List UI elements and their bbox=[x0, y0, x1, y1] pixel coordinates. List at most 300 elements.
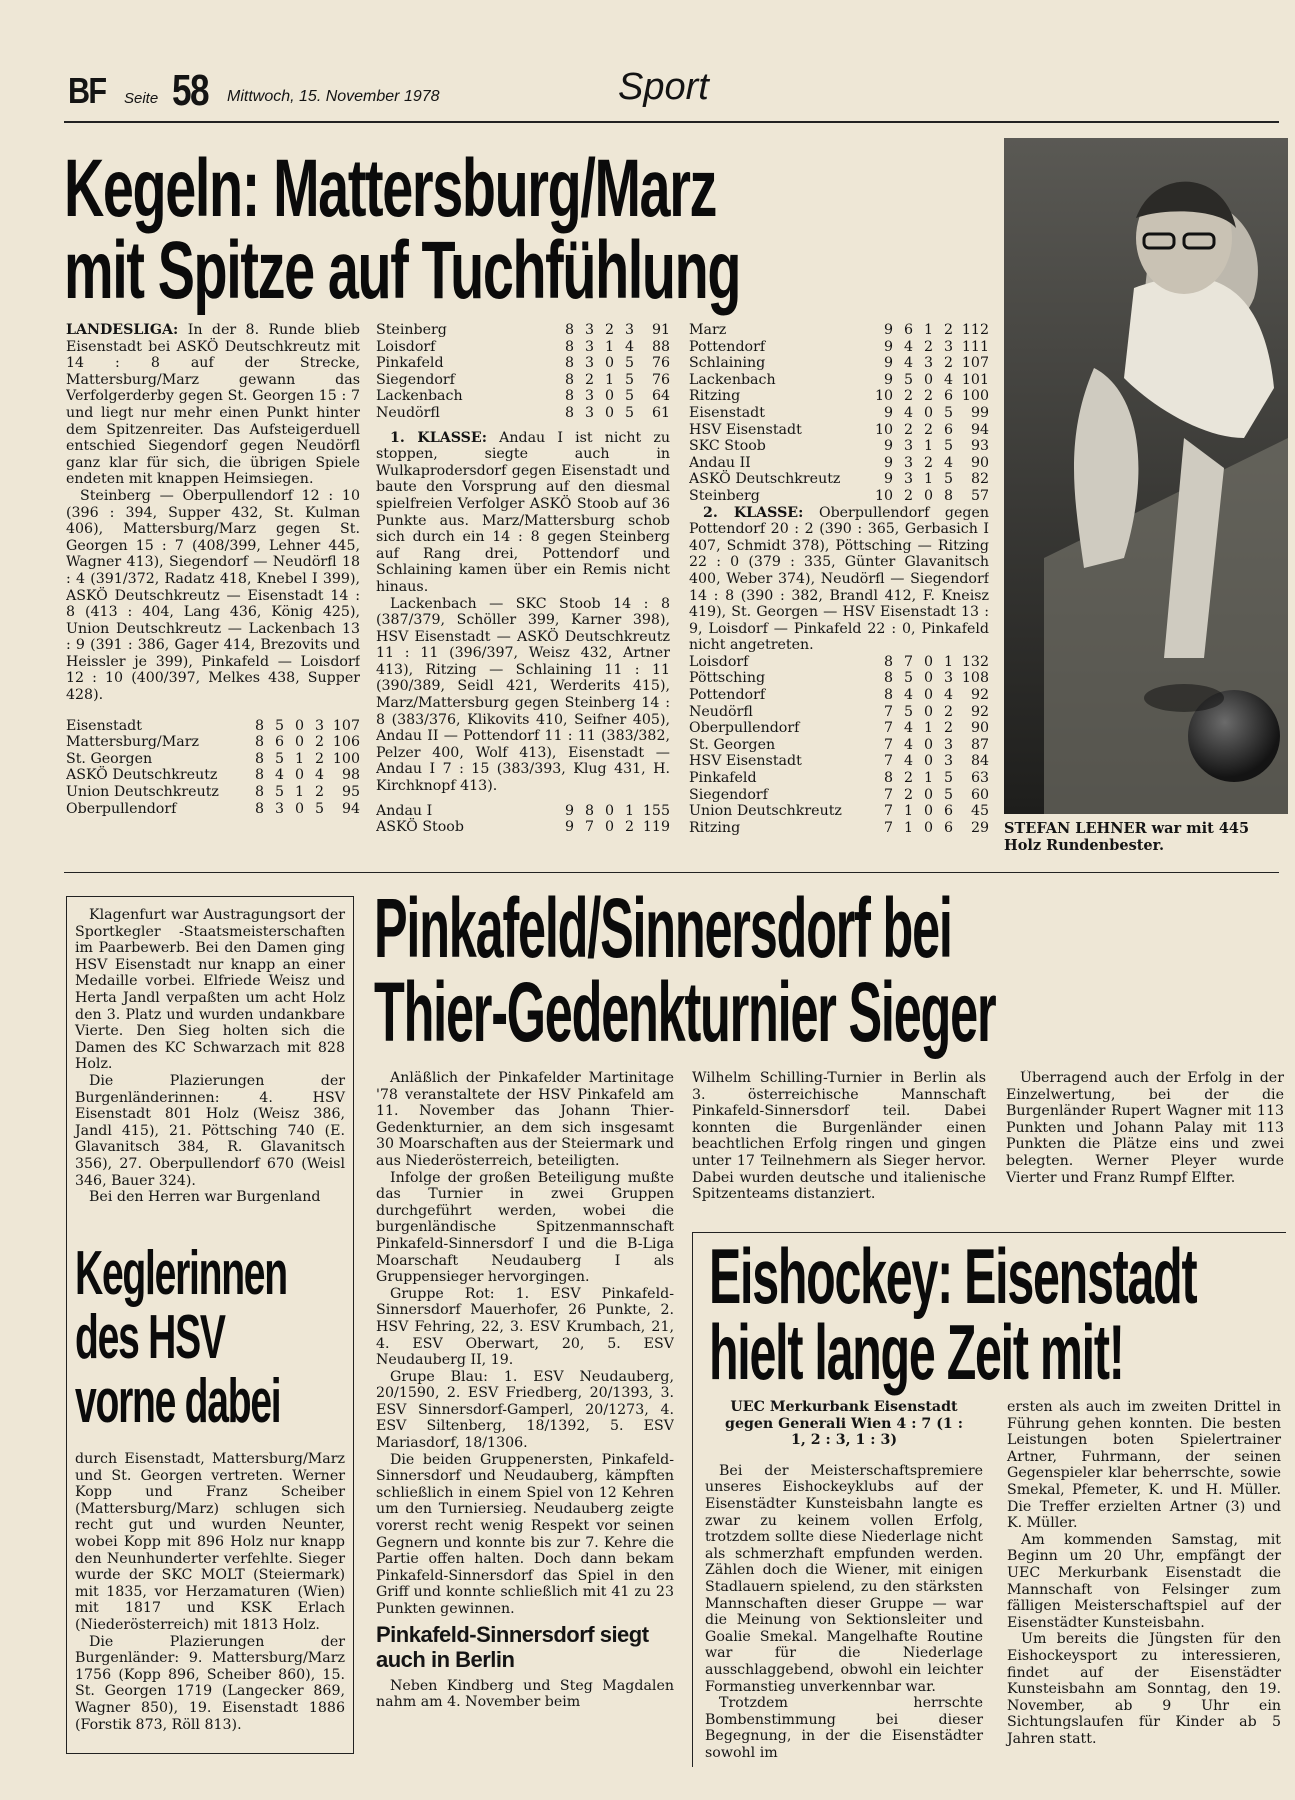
pinkafeld-paragraph-6: Neben Kindberg und Steg Magdalen nahm am 4. November beim bbox=[376, 1677, 674, 1711]
team-name: HSV Eisenstadt bbox=[689, 753, 802, 770]
points: 107 bbox=[332, 717, 360, 734]
stat-value: 2 bbox=[624, 819, 634, 836]
team-name: ASKÖ Deutschkreutz bbox=[66, 767, 218, 784]
klasse1-column bbox=[376, 322, 670, 862]
klasse1-lead: 1. KLASSE: bbox=[390, 429, 487, 446]
stat-value: 7 bbox=[903, 653, 913, 670]
stat-value: 2 bbox=[943, 703, 953, 720]
stat-value: 1 bbox=[903, 803, 913, 820]
team-name: Pöttsching bbox=[689, 670, 766, 687]
stat-value: 3 bbox=[903, 454, 913, 471]
team-name: Mattersburg/Marz bbox=[66, 734, 199, 751]
points: 61 bbox=[651, 404, 670, 421]
stat-value: 8 bbox=[943, 487, 953, 504]
standings-row bbox=[689, 455, 989, 472]
stat-value: 2 bbox=[584, 371, 594, 388]
points: 88 bbox=[651, 338, 670, 355]
stat-value: 7 bbox=[883, 819, 893, 836]
pinkafeld-paragraph-2: Infolge der großen Beteiligung mußte das Turnier in zwei Gruppen durchgeführt werden, wobei die burgenländische Spitzenmannschaft Pinkafeld-Sinnersdorf I und die B-Liga Moarschaft Neudauberg I als Gruppensieger hervorgingen. bbox=[376, 1169, 674, 1286]
team-name: SKC Stoob bbox=[689, 438, 766, 455]
stat-value: 9 bbox=[883, 338, 893, 355]
pinkafeld-headline bbox=[374, 886, 1284, 1062]
stat-value: 4 bbox=[903, 736, 913, 753]
eishockey-paragraph-2: Trotzdem herrschte Bombenstimmung bei dieser Begegnung, in der die Eisenstädter sowohl im bbox=[705, 1695, 983, 1761]
article-divider bbox=[64, 872, 1279, 873]
stat-value: 3 bbox=[584, 404, 594, 421]
team-name: Siegendorf bbox=[689, 786, 768, 803]
stat-value: 5 bbox=[274, 750, 284, 767]
eishockey-paragraph-3: ersten als auch im zweiten Drittel in Führung gehen konnten. Die besten Leistungen boten Spielertrainer Artner, Fuhrmann, der seinen Gegenspieler klar beherrschte, sowie Smekal, Pfemeter, K. und H. Müller. Die Treffer erzielten Artner (3) und K. Müller. bbox=[1007, 1399, 1281, 1532]
points: 132 bbox=[961, 653, 989, 670]
points: 101 bbox=[961, 371, 989, 388]
standings-row bbox=[689, 753, 989, 770]
landesliga-column bbox=[66, 322, 360, 862]
landesliga-standings-a bbox=[66, 718, 360, 818]
stat-value: 0 bbox=[294, 717, 304, 734]
stat-value: 0 bbox=[294, 800, 304, 817]
team-name: ASKÖ Deutschkreutz bbox=[689, 471, 841, 488]
bowler-illustration bbox=[1004, 138, 1288, 814]
stat-value: 0 bbox=[923, 371, 933, 388]
stat-value: 3 bbox=[584, 355, 594, 372]
kegeln-headline-line1: Kegeln: Mattersburg/Marz bbox=[64, 148, 717, 234]
sidebar-paragraph-2: Die Plazierungen der Burgenländerinnen: 4. HSV Eisenstadt 801 Holz (Weisz 386, Jandl 415), 21. Pöttsching 740 (E. Glavanitsch 384, R. Glavanitsch 356), 27. Oberpullendorf 670 (Weisl 346, Bauer 324). bbox=[75, 1072, 345, 1189]
landesliga-standings-b bbox=[376, 322, 670, 422]
standings-row bbox=[689, 720, 989, 737]
klasse1-standings-a bbox=[376, 803, 670, 836]
stat-value: 0 bbox=[923, 487, 933, 504]
points: 87 bbox=[970, 736, 989, 753]
stat-value: 9 bbox=[883, 471, 893, 488]
sidebar-headline-line3: vorne dabei bbox=[75, 1367, 281, 1436]
stat-value: 8 bbox=[564, 371, 574, 388]
stat-value: 8 bbox=[564, 338, 574, 355]
stat-value: 3 bbox=[943, 753, 953, 770]
landesliga-lead: LANDESLIGA: bbox=[66, 322, 179, 338]
pinkafeld-einzel-text: Überragend auch der Erfolg in der Einzelwertung, bei der die Burgenländer Rupert Wagner mit 113 Punkten und Johann Palay mit 113 Punkten die Plätze eins und zwei belegten. Werner Pleyer wurde Vierter und Franz Rumpf Elfter. bbox=[1006, 1070, 1284, 1186]
stat-value: 8 bbox=[883, 770, 893, 787]
klasse1-results: Lackenbach — SKC Stoob 14 : 8 (387/379, Schöller 399, Karner 398), HSV Eisenstadt — ASKÖ Deutschkreutz 11 : 11 (396/397, Weisz 432, Artner 413), Ritzing — Schlaining 11 : 11 (390/389, Seidl 421, Werderits 415), Marz/Mattersburg gegen Steinberg 14 : 8 (383/376, Klikovits 410, Seifner 405), Andau II — Pottendorf 11 : 11 (383/382, Pelzer 400, Wolf 413), Eisenstadt — Andau I 7 : 15 (383/393, Klug 431, H. Kirchknopf 413). bbox=[376, 595, 670, 795]
points: 98 bbox=[341, 767, 360, 784]
eishockey-paragraph-5: Um bereits die Jüngsten für den Eishockeysport zu interessieren, findet auf der Eisenstädter Kunsteisbahn am Sonntag, den 19. November, ab 9 Uhr ein Sichtungslaufen für Kinder ab 5 Jahren statt. bbox=[1007, 1631, 1281, 1747]
team-name: Steinberg bbox=[689, 487, 760, 504]
points: 84 bbox=[970, 753, 989, 770]
points: 76 bbox=[651, 371, 670, 388]
stat-value: 10 bbox=[874, 487, 893, 504]
standings-row bbox=[689, 322, 989, 339]
team-name: Marz bbox=[689, 322, 727, 338]
stat-value: 2 bbox=[903, 786, 913, 803]
stat-value: 1 bbox=[923, 720, 933, 737]
points: 63 bbox=[970, 770, 989, 787]
team-name: Pottendorf bbox=[689, 687, 766, 704]
team-name: Loisdorf bbox=[689, 653, 749, 670]
standings-row bbox=[66, 734, 360, 751]
landesliga-intro-text: In der 8. Runde blieb Eisenstadt bei ASKÖ Deutschkreutz mit 14 : 8 auf der Strecke, Mattersburg/Marz gewann das Verfolgerderby gegen St. Georgen 15 : 7 und liegt nur mehr einen Punkt hinter dem Spitzenreiter. Das Aufsteigerduell entschied Siegendorf gegen Neudörfl ganz klar für sich, die übrigen Spiele endeten mit knappen Heimsiegen. bbox=[66, 322, 360, 488]
standings-row bbox=[66, 801, 360, 818]
points: 112 bbox=[961, 322, 989, 338]
team-name: Lackenbach bbox=[689, 371, 776, 388]
standings-row bbox=[689, 737, 989, 754]
standings-row bbox=[689, 803, 989, 820]
points: 100 bbox=[961, 388, 989, 405]
stat-value: 8 bbox=[883, 687, 893, 704]
eishockey-headline bbox=[709, 1232, 1286, 1396]
stat-value: 1 bbox=[294, 750, 304, 767]
stat-value: 3 bbox=[584, 322, 594, 338]
points: 93 bbox=[970, 438, 989, 455]
stat-value: 4 bbox=[943, 687, 953, 704]
photo-caption-text: war mit 445 Holz Rundenbester. bbox=[1004, 820, 1250, 854]
stat-value: 4 bbox=[274, 767, 284, 784]
points: 107 bbox=[961, 355, 989, 372]
masthead bbox=[64, 66, 1274, 124]
stat-value: 10 bbox=[874, 388, 893, 405]
stat-value: 3 bbox=[903, 438, 913, 455]
stat-value: 1 bbox=[604, 371, 614, 388]
eishockey-column-1 bbox=[705, 1399, 983, 1761]
stat-value: 3 bbox=[314, 717, 324, 734]
stat-value: 9 bbox=[883, 404, 893, 421]
stat-value: 4 bbox=[903, 404, 913, 421]
stat-value: 5 bbox=[624, 388, 634, 405]
sidebar-headline bbox=[75, 1239, 345, 1443]
stat-value: 5 bbox=[943, 770, 953, 787]
team-name: Loisdorf bbox=[376, 338, 436, 355]
stat-value: 3 bbox=[943, 338, 953, 355]
pinkafeld-paragraph-5: Die beiden Gruppenersten, Pinkafeld-Sinnersdorf und Neudauberg, kämpften schließlich in einem Spiel von 12 Kehren um den Turniersieg. Neudauberg zeigte vorerst recht wenig Respekt vor seinen Gegnern und konnte bis zur 7. Kehre die Partie offen halten. Doch dann bekam Pinkafeld-Sinnersdorf das Spiel in den Griff und konnte schließlich mit 41 zu 23 Punkten gewinnen. bbox=[376, 1451, 674, 1617]
stat-value: 4 bbox=[943, 454, 953, 471]
eishockey-paragraph-1: Bei der Meisterschaftspremiere unseres Eishockeyklubs auf der Eisenstädter Kunsteisbahn langte es zwar zu keinem vollen Erfolg, trotzdem sollte diese Niederlage nicht als schmerzhaft empfunden werden. Zählen doch die Wiener, mit einigen Stadlauern spielend, zu den stärksten Mannschaften dieser Gruppe — war die Meinung von Sektionsleiter und Goalie Smekal. Mangelhafte Routine war für die Niederlage ausschlaggebend, obwohl ein leichter Formanstieg unverkennbar war. bbox=[705, 1462, 983, 1695]
kegeln-headline-line2: mit Spitze auf Tuchfühlung bbox=[64, 225, 741, 316]
stat-value: 8 bbox=[564, 404, 574, 421]
stat-value: 4 bbox=[903, 687, 913, 704]
standings-row bbox=[376, 339, 670, 356]
stat-value: 4 bbox=[943, 371, 953, 388]
stat-value: 5 bbox=[943, 404, 953, 421]
issue-date: Mittwoch, 15. November 1978 bbox=[227, 88, 440, 105]
standings-row bbox=[376, 819, 670, 836]
stat-value: 5 bbox=[314, 800, 324, 817]
points: 106 bbox=[332, 734, 360, 751]
stat-value: 2 bbox=[943, 322, 953, 338]
eishockey-box bbox=[692, 1232, 1286, 1767]
stat-value: 3 bbox=[943, 736, 953, 753]
stat-value: 2 bbox=[314, 784, 324, 801]
stat-value: 5 bbox=[624, 371, 634, 388]
stat-value: 9 bbox=[883, 322, 893, 338]
stat-value: 0 bbox=[923, 803, 933, 820]
stat-value: 9 bbox=[883, 371, 893, 388]
stat-value: 5 bbox=[903, 703, 913, 720]
standings-row bbox=[689, 670, 989, 687]
klasse2-lead: 2. KLASSE: bbox=[703, 504, 804, 521]
points: 57 bbox=[970, 487, 989, 504]
stat-value: 8 bbox=[564, 322, 574, 338]
pinkafeld-paragraph-4: Grupe Blau: 1. ESV Neudauberg, 20/1590, 2. ESV Friedberg, 20/1393, 3. ESV Sinnersdorf-Gamperl, 20/1273, 4. ESV Siltenberg, 18/1392, 5. ESV Mariasdorf, 18/1306. bbox=[376, 1368, 674, 1452]
standings-row bbox=[66, 767, 360, 784]
sidebar-text-lower bbox=[75, 1451, 345, 1733]
stat-value: 4 bbox=[624, 338, 634, 355]
stat-value: 0 bbox=[604, 404, 614, 421]
stat-value: 8 bbox=[883, 670, 893, 687]
standings-row bbox=[376, 355, 670, 372]
stat-value: 2 bbox=[923, 454, 933, 471]
stat-value: 5 bbox=[943, 471, 953, 488]
team-name: Steinberg bbox=[376, 322, 447, 338]
standings-row bbox=[66, 784, 360, 801]
standings-row bbox=[689, 405, 989, 422]
stat-value: 3 bbox=[584, 388, 594, 405]
eishockey-paragraph-4: Am kommenden Samstag, mit Beginn um 20 Uhr, empfängt der UEC Merkurbank Eisenstadt die Mannschaft von Felsinger zum fälligen Meisterschaftspiel auf der Eisenstädter Kunsteisbahn. bbox=[1007, 1531, 1281, 1631]
stat-value: 7 bbox=[883, 753, 893, 770]
stat-value: 8 bbox=[254, 734, 264, 751]
stat-value: 2 bbox=[923, 338, 933, 355]
team-name: Ritzing bbox=[689, 388, 741, 405]
points: 90 bbox=[970, 454, 989, 471]
stat-value: 0 bbox=[923, 687, 933, 704]
stat-value: 9 bbox=[883, 355, 893, 372]
team-name: Eisenstadt bbox=[689, 404, 765, 421]
newspaper-logo: BF bbox=[68, 70, 106, 111]
standings-row bbox=[689, 704, 989, 721]
points: 29 bbox=[970, 819, 989, 836]
stat-value: 1 bbox=[903, 819, 913, 836]
stat-value: 9 bbox=[564, 819, 574, 836]
stat-value: 6 bbox=[274, 734, 284, 751]
photo-caption bbox=[1004, 820, 1288, 860]
team-name: Lackenbach bbox=[376, 388, 463, 405]
stat-value: 0 bbox=[923, 753, 933, 770]
stat-value: 1 bbox=[923, 438, 933, 455]
klasse2-standings bbox=[689, 654, 989, 837]
stat-value: 3 bbox=[624, 322, 634, 338]
kegeln-headline bbox=[64, 148, 996, 318]
team-name: Eisenstadt bbox=[66, 717, 142, 734]
seite-label: Seite bbox=[124, 90, 159, 107]
points: 99 bbox=[970, 404, 989, 421]
stat-value: 3 bbox=[943, 670, 953, 687]
stat-value: 5 bbox=[943, 786, 953, 803]
stat-value: 1 bbox=[923, 322, 933, 338]
stat-value: 3 bbox=[584, 338, 594, 355]
stat-value: 0 bbox=[923, 703, 933, 720]
pinkafeld-subheadline: Pinkafeld-Sinnersdorf siegt auch in Berlin bbox=[376, 1621, 649, 1672]
standings-row bbox=[376, 803, 670, 820]
team-name: St. Georgen bbox=[66, 750, 153, 767]
stat-value: 0 bbox=[923, 819, 933, 836]
stat-value: 3 bbox=[274, 800, 284, 817]
landesliga-results: Steinberg — Oberpullendorf 12 : 10 (396 : 394, Supper 432, St. Kulman 406), Mattersburg/Marz gegen St. Georgen 15 : 7 (408/399, Lehner 445, Wagner 413), Siegendorf — Neudörfl 18 : 4 (391/372, Radatz 418, Knebel I 399), ASKÖ Deutschkreutz — Eisenstadt 14 : 8 (413 : 404, Lang 436, König 425), Union Deutschkreutz — Lackenbach 13 : 9 (391 : 386, Gager 414, Brezovits und Heissler je 399), Pinkafeld — Loisdorf 12 : 10 (400/397, Melkes 438, Supper 428). bbox=[66, 487, 360, 704]
stat-value: 6 bbox=[943, 819, 953, 836]
stat-value: 0 bbox=[604, 819, 614, 836]
stat-value: 9 bbox=[883, 438, 893, 455]
stat-value: 8 bbox=[883, 653, 893, 670]
team-name: Union Deutschkreutz bbox=[689, 803, 842, 820]
stat-value: 0 bbox=[604, 388, 614, 405]
stat-value: 4 bbox=[903, 355, 913, 372]
stat-value: 1 bbox=[294, 784, 304, 801]
points: 64 bbox=[651, 388, 670, 405]
pinkafeld-paragraph-1: Anläßlich der Pinkafelder Martinitage '78 veranstaltete der HSV Pinkafeld am 11. November das Johann Thier-Gedenkturnier, an dem sich insgesamt 30 Moarschaften aus der Steiermark und aus Niederösterreich, beteiligten. bbox=[376, 1070, 674, 1169]
stat-value: 1 bbox=[624, 802, 634, 819]
stat-value: 5 bbox=[903, 371, 913, 388]
stat-value: 1 bbox=[923, 770, 933, 787]
stat-value: 4 bbox=[903, 753, 913, 770]
stat-value: 2 bbox=[943, 355, 953, 372]
stat-value: 6 bbox=[943, 388, 953, 405]
stat-value: 2 bbox=[903, 770, 913, 787]
team-name: Neudörfl bbox=[689, 703, 753, 720]
stat-value: 0 bbox=[923, 653, 933, 670]
stat-value: 2 bbox=[604, 322, 614, 338]
points: 108 bbox=[961, 670, 989, 687]
stat-value: 4 bbox=[903, 338, 913, 355]
team-name: Schlaining bbox=[689, 355, 766, 372]
stat-value: 6 bbox=[943, 421, 953, 438]
stat-value: 4 bbox=[903, 720, 913, 737]
pinkafeld-column-3 bbox=[1006, 1070, 1284, 1224]
stat-value: 0 bbox=[294, 734, 304, 751]
stat-value: 6 bbox=[943, 803, 953, 820]
klasse2-column bbox=[689, 322, 989, 862]
points: 91 bbox=[651, 322, 670, 338]
bowler-photo bbox=[1004, 138, 1288, 814]
eishockey-headline-line2: hielt lange Zeit mit! bbox=[709, 1308, 1124, 1396]
stat-value: 0 bbox=[923, 786, 933, 803]
photo-caption-name: STEFAN LEHNER bbox=[1004, 820, 1147, 837]
sidebar-paragraph-5: Die Plazierungen der Burgenländer: 9. Mattersburg/Marz 1756 (Kopp 896, Scheiber 860), 15. St. Georgen 1719 (Langecker 869, Wagner 850), 19. Eisenstadt 1886 (Forstik 873, Röll 813). bbox=[75, 1633, 345, 1733]
standings-row bbox=[689, 820, 989, 837]
standings-row bbox=[689, 438, 989, 455]
team-name: Pinkafeld bbox=[689, 770, 757, 787]
stat-value: 3 bbox=[923, 355, 933, 372]
eishockey-headline-line1: Eishockey: Eisenstadt bbox=[709, 1232, 1197, 1320]
pinkafeld-headline-line1: Pinkafeld/Sinnersdorf bei bbox=[374, 886, 952, 975]
team-name: Neudörfl bbox=[376, 404, 440, 421]
stat-value: 7 bbox=[584, 819, 594, 836]
stat-value: 9 bbox=[883, 454, 893, 471]
points: 155 bbox=[642, 802, 670, 819]
eishockey-column-2 bbox=[1007, 1399, 1281, 1747]
stat-value: 7 bbox=[883, 786, 893, 803]
stat-value: 5 bbox=[943, 438, 953, 455]
stat-value: 0 bbox=[923, 670, 933, 687]
points: 94 bbox=[970, 421, 989, 438]
standings-row bbox=[689, 355, 989, 372]
stat-value: 1 bbox=[923, 471, 933, 488]
stat-value: 5 bbox=[903, 670, 913, 687]
klasse2-intro bbox=[689, 505, 989, 654]
stat-value: 8 bbox=[584, 802, 594, 819]
team-name: Ritzing bbox=[689, 819, 741, 836]
pinkafeld-paragraph-3: Gruppe Rot: 1. ESV Pinkafeld-Sinnersdorf Mauerhofer, 26 Punkte, 2. HSV Fehring, 22, 3. ESV Krumbach, 21, 4. ESV Oberwart, 20, 5. ESV Neudauberg II, 19. bbox=[376, 1285, 674, 1369]
standings-row bbox=[376, 322, 670, 339]
standings-row bbox=[66, 718, 360, 735]
stat-value: 7 bbox=[883, 736, 893, 753]
stat-value: 0 bbox=[604, 802, 614, 819]
standings-row bbox=[376, 388, 670, 405]
stat-value: 5 bbox=[274, 717, 284, 734]
team-name: Union Deutschkreutz bbox=[66, 784, 219, 801]
stat-value: 0 bbox=[604, 355, 614, 372]
stat-value: 2 bbox=[314, 750, 324, 767]
stat-value: 1 bbox=[943, 653, 953, 670]
standings-row bbox=[689, 372, 989, 389]
standings-row bbox=[376, 372, 670, 389]
sidebar-paragraph-3: Bei den Herren war Burgenland bbox=[89, 1189, 321, 1206]
stat-value: 9 bbox=[564, 802, 574, 819]
stat-value: 8 bbox=[564, 388, 574, 405]
stat-value: 8 bbox=[254, 717, 264, 734]
points: 111 bbox=[961, 338, 989, 355]
standings-row bbox=[689, 687, 989, 704]
klasse1-intro-text: Andau I ist nicht zu stoppen, siegte auch in Wulkaprodersdorf gegen Eisenstadt und baute den Vorsprung auf den diesmal spielfreien Verfolger ASKÖ Stoob auf 36 Punkte aus. Marz/Mattersburg schob sich durch ein 14 : 8 gegen Steinberg auf Rang drei, Pottendorf und Schlaining kamen über ein Remis nicht hinaus. bbox=[376, 429, 670, 595]
header-rule bbox=[64, 121, 1279, 123]
stat-value: 2 bbox=[923, 421, 933, 438]
stat-value: 10 bbox=[874, 421, 893, 438]
pinkafeld-berlin-text: Wilhelm Schilling-Turnier in Berlin als 3. österreichische Mannschaft Pinkafeld-Sinnersdorf teil. Dabei konnten die Burgenländer einen beachtlichen Erfolg ringen und gingen unter 17 Teilnehmern als Sieger hervor. Dabei wurden deutsche und italienische Spitzenteams distanziert. bbox=[692, 1070, 986, 1203]
points: 82 bbox=[970, 471, 989, 488]
standings-row bbox=[66, 751, 360, 768]
stat-value: 0 bbox=[294, 767, 304, 784]
standings-row bbox=[689, 787, 989, 804]
team-name: Andau II bbox=[689, 454, 751, 471]
points: 94 bbox=[341, 800, 360, 817]
sidebar-paragraph-1: Klagenfurt war Austragungsort der Sportkegler -Staatsmeisterschaften im Paarbewerb. Bei den Damen ging HSV Eisenstadt nur knapp an einer Medaille vorbei. Elfriede Weisz und Herta Jandl verpaßten um acht Holz den 3. Platz und wurden undankbare Vierte. Den Sieg holten sich die Damen des KC Schwarzach mit 828 Holz. bbox=[75, 907, 345, 1073]
team-name: Siegendorf bbox=[376, 371, 455, 388]
points: 100 bbox=[332, 750, 360, 767]
standings-row bbox=[689, 488, 989, 505]
points: 95 bbox=[341, 784, 360, 801]
standings-row bbox=[376, 405, 670, 422]
stat-value: 2 bbox=[314, 734, 324, 751]
team-name: Oberpullendorf bbox=[66, 800, 177, 817]
stat-value: 8 bbox=[254, 800, 264, 817]
standings-row bbox=[689, 770, 989, 787]
stat-value: 7 bbox=[883, 720, 893, 737]
team-name: Oberpullendorf bbox=[689, 720, 800, 737]
stat-value: 8 bbox=[254, 750, 264, 767]
stat-value: 2 bbox=[923, 388, 933, 405]
points: 76 bbox=[651, 355, 670, 372]
stat-value: 2 bbox=[903, 388, 913, 405]
team-name: Andau I bbox=[376, 802, 433, 819]
page-number: 58 bbox=[172, 66, 208, 115]
landesliga-intro bbox=[66, 322, 360, 488]
team-name: Pottendorf bbox=[689, 338, 766, 355]
stat-value: 4 bbox=[314, 767, 324, 784]
stat-value: 5 bbox=[624, 355, 634, 372]
stat-value: 2 bbox=[903, 487, 913, 504]
klasse2-intro-text: Oberpullendorf gegen Pottendorf 20 : 2 (390 : 365, Gerbasich I 407, Schmidt 378), Pöttsching — Ritzing 22 : 0 (379 : 335, Günter Glavanitsch 400, Weber 374), Neudörfl — Siegendorf 14 : 8 (390 : 382, Brandl 412, F. Kneisz 419), St. Georgen — HSV Eisenstadt 13 : 9, Loisdorf — Pinkafeld 22 : 0, Pinkafeld nicht angetreten. bbox=[689, 504, 989, 654]
stat-value: 0 bbox=[923, 736, 933, 753]
stat-value: 6 bbox=[903, 322, 913, 338]
stat-value: 7 bbox=[883, 703, 893, 720]
team-name: St. Georgen bbox=[689, 736, 776, 753]
sidebar-headline-line2: des HSV bbox=[75, 1303, 225, 1372]
points: 90 bbox=[970, 720, 989, 737]
points: 60 bbox=[970, 786, 989, 803]
stat-value: 1 bbox=[604, 338, 614, 355]
sidebar-headline-line1: Keglerinnen bbox=[75, 1239, 287, 1308]
team-name: Pinkafeld bbox=[376, 355, 444, 372]
klasse1-intro bbox=[376, 430, 670, 596]
points: 92 bbox=[970, 703, 989, 720]
pinkafeld-column-2 bbox=[692, 1070, 986, 1224]
standings-row bbox=[689, 654, 989, 671]
stat-value: 5 bbox=[274, 784, 284, 801]
